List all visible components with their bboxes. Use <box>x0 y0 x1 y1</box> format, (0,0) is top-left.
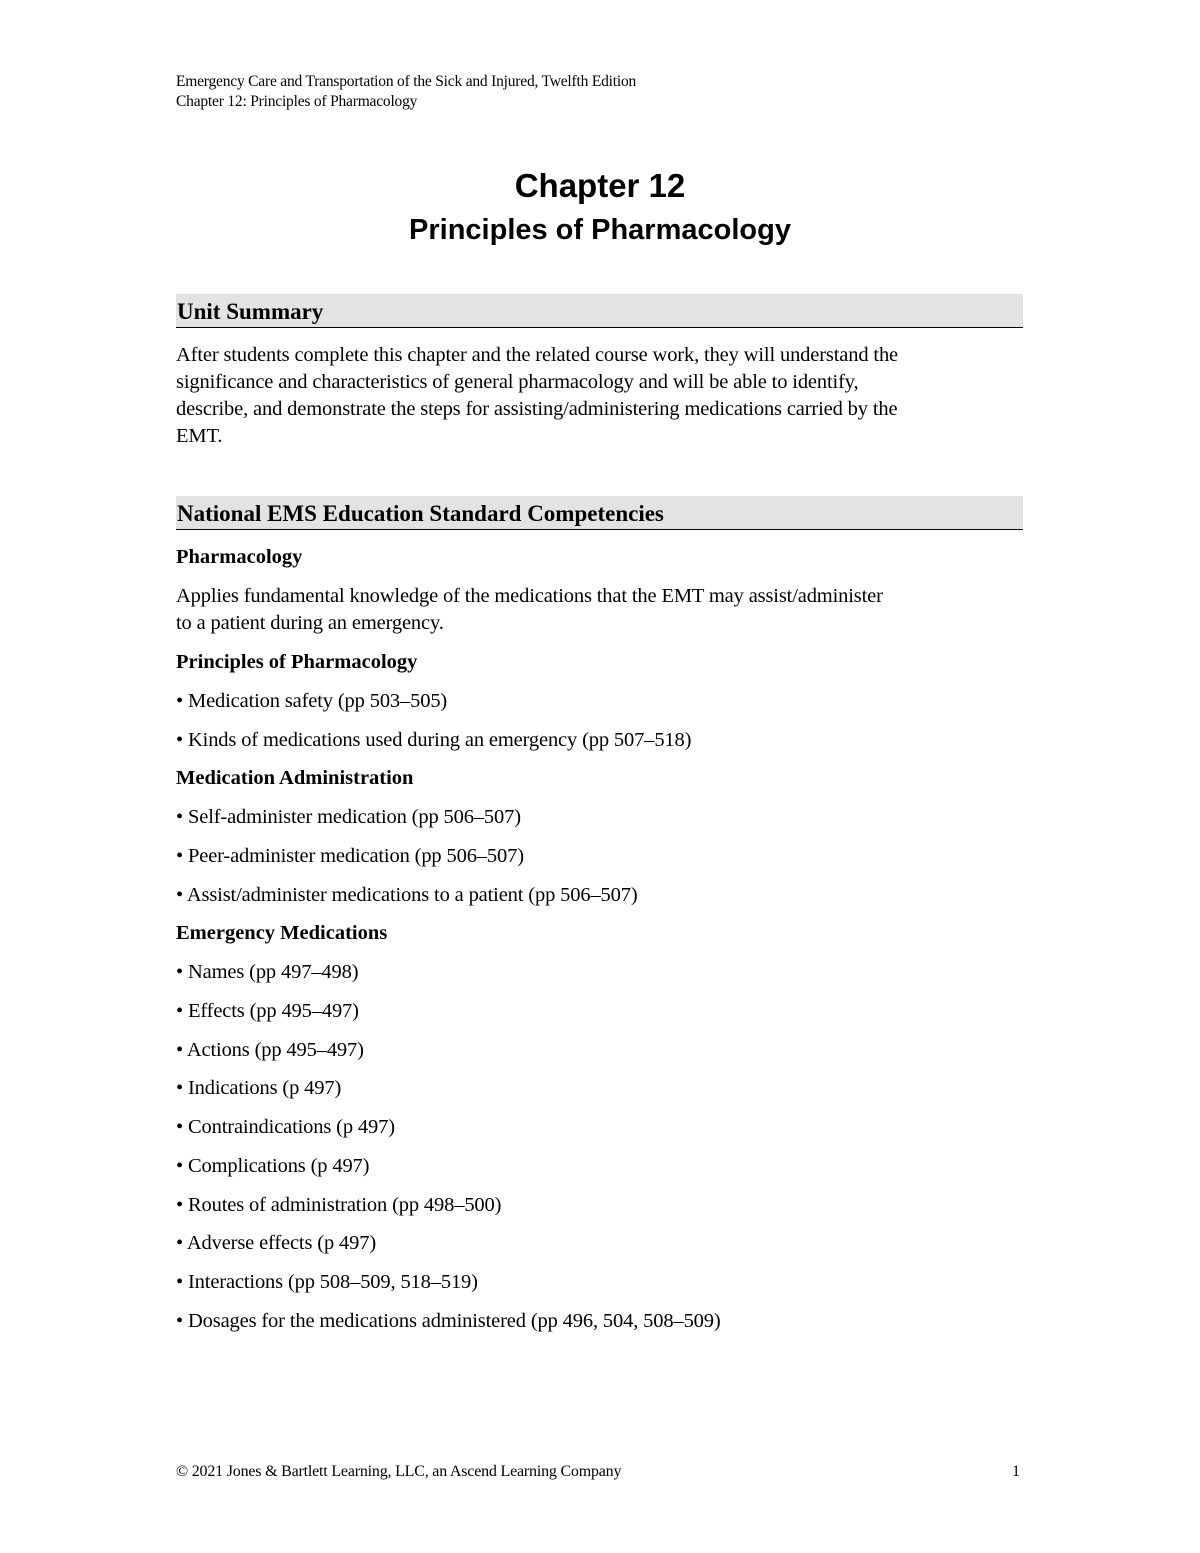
unit-summary-line: significance and characteristics of general pharmacology and will be able to identify, <box>176 371 859 393</box>
unit-summary-line: After students complete this chapter and the related course work, they will understand the <box>176 344 898 366</box>
chapter-number: Chapter 12 <box>514 167 686 204</box>
list-item: • Adverse effects (p 497) <box>176 1232 377 1254</box>
competencies-heading-text: National EMS Education Standard Competencies <box>177 501 664 526</box>
list-item: • Contraindications (p 497) <box>176 1116 395 1138</box>
principles-subheading: Principles of Pharmacology <box>176 651 418 673</box>
unit-summary-text <box>176 342 1036 450</box>
unit-summary-heading-text: Unit Summary <box>177 299 324 324</box>
unit-summary-heading <box>176 294 1023 328</box>
list-item: • Names (pp 497–498) <box>176 961 359 983</box>
unit-summary-line: EMT. <box>176 425 223 447</box>
list-item: • Dosages for the medications administered (pp 496, 504, 508–509) <box>176 1310 721 1332</box>
running-header <box>176 72 636 112</box>
chapter-title: Principles of Pharmacology <box>409 214 791 246</box>
medication-administration-subheading: Medication Administration <box>176 767 414 789</box>
running-header-chapter: Chapter 12: Principles of Pharmacology <box>176 93 418 110</box>
list-item: • Interactions (pp 508–509, 518–519) <box>176 1271 478 1293</box>
list-item: • Indications (p 497) <box>176 1077 342 1099</box>
list-item: • Peer-administer medication (pp 506–507) <box>176 845 524 867</box>
list-item: • Kinds of medications used during an emergency (pp 507–518) <box>176 729 692 751</box>
emergency-medications-subheading: Emergency Medications <box>176 922 388 944</box>
list-item: • Effects (pp 495–497) <box>176 1000 359 1022</box>
list-item: • Medication safety (pp 503–505) <box>176 690 448 712</box>
chapter-title-block <box>0 166 1200 248</box>
list-item: • Routes of administration (pp 498–500) <box>176 1194 502 1216</box>
pharmacology-description <box>176 583 1036 637</box>
list-item: • Complications (p 497) <box>176 1155 370 1177</box>
pharmacology-line: Applies fundamental knowledge of the medications that the EMT may assist/administer <box>176 585 883 607</box>
competencies-heading <box>176 496 1023 530</box>
list-item: • Self-administer medication (pp 506–507) <box>176 806 521 828</box>
list-item: • Assist/administer medications to a patient (pp 506–507) <box>176 884 638 906</box>
pharmacology-line: to a patient during an emergency. <box>176 612 444 634</box>
list-item: • Actions (pp 495–497) <box>176 1039 364 1061</box>
footer-page-number: 1 <box>1012 1463 1020 1480</box>
unit-summary-line: describe, and demonstrate the steps for assisting/administering medications carried by the <box>176 398 898 420</box>
pharmacology-subheading: Pharmacology <box>176 546 303 568</box>
footer-copyright: © 2021 Jones & Bartlett Learning, LLC, an Ascend Learning Company <box>176 1463 622 1480</box>
running-header-book-title: Emergency Care and Transportation of the Sick and Injured, Twelfth Edition <box>176 73 637 90</box>
